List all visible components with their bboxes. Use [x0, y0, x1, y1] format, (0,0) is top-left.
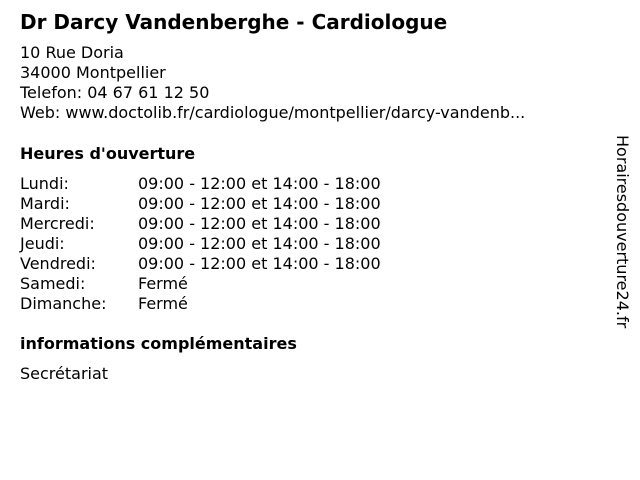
time-value: Fermé	[138, 294, 188, 313]
hours-row-monday	[20, 174, 381, 194]
hours-row-sunday	[20, 294, 381, 314]
hours-row-friday	[20, 254, 381, 274]
day-label: Mercredi:	[20, 214, 95, 233]
hours-table	[20, 174, 381, 314]
hours-row-wednesday	[20, 214, 381, 234]
time-value: 09:00 - 12:00 et 14:00 - 18:00	[138, 214, 381, 233]
info-heading: informations complémentaires	[20, 334, 297, 353]
time-value: 09:00 - 12:00 et 14:00 - 18:00	[138, 234, 381, 253]
time-value: 09:00 - 12:00 et 14:00 - 18:00	[138, 194, 381, 213]
hours-row-thursday	[20, 234, 381, 254]
day-label: Jeudi:	[20, 234, 65, 253]
time-value: Fermé	[138, 274, 188, 293]
phone-number: Telefon: 04 67 61 12 50	[20, 83, 210, 102]
day-label: Mardi:	[20, 194, 70, 213]
hours-row-saturday	[20, 274, 381, 294]
time-value: 09:00 - 12:00 et 14:00 - 18:00	[138, 174, 381, 193]
hours-row-tuesday	[20, 194, 381, 214]
contact-block	[20, 43, 525, 123]
day-label: Samedi:	[20, 274, 86, 293]
day-label: Vendredi:	[20, 254, 96, 273]
info-text: Secrétariat	[20, 364, 109, 383]
city-address: 34000 Montpellier	[20, 63, 166, 82]
time-value: 09:00 - 12:00 et 14:00 - 18:00	[138, 254, 381, 273]
page-title: Dr Darcy Vandenberghe - Cardiologue	[20, 10, 448, 34]
website-link[interactable]: Web: www.doctolib.fr/cardiologue/montpellier/darcy-vandenb...	[20, 103, 526, 122]
day-label: Dimanche:	[20, 294, 107, 313]
street-address: 10 Rue Doria	[20, 43, 124, 62]
brand-watermark[interactable]: Horairesdouverture24.fr	[613, 135, 632, 329]
day-label: Lundi:	[20, 174, 69, 193]
hours-heading: Heures d'ouverture	[20, 144, 196, 163]
